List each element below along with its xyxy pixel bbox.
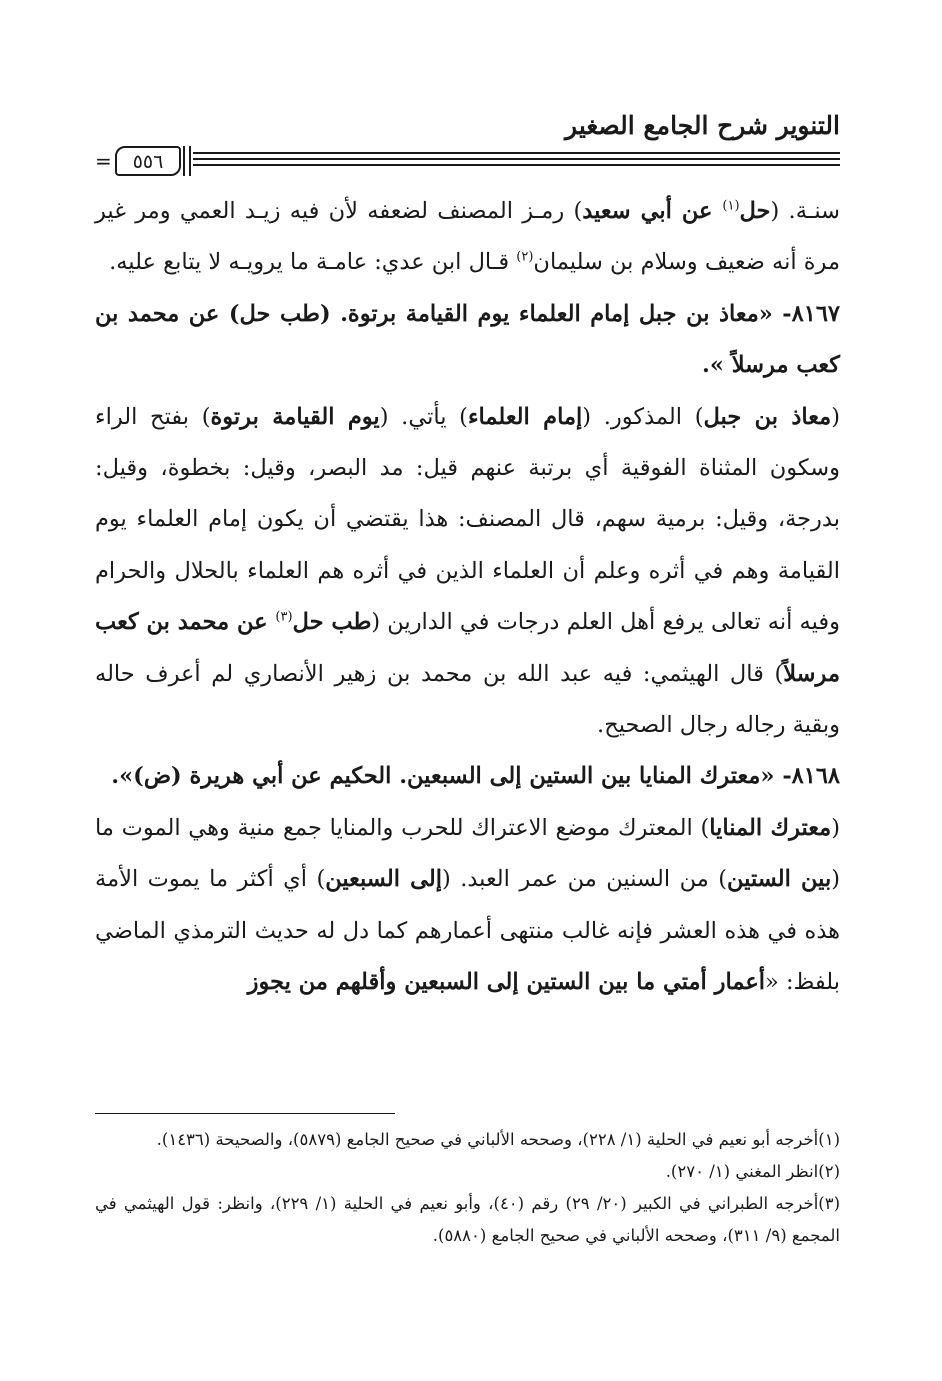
main-text xyxy=(95,186,840,1009)
footnote-ref: (٢) xyxy=(516,249,534,265)
source-code: حل xyxy=(739,198,771,224)
running-header-title: التنوير شرح الجامع الصغير xyxy=(565,111,840,140)
source-code: طب حل xyxy=(292,609,372,636)
header-rule xyxy=(95,149,840,173)
text-run: ) يأتي. ( xyxy=(379,403,468,430)
page-number-mark: = xyxy=(95,149,112,173)
paragraph-1 xyxy=(95,186,840,289)
quoted-phrase: معاذ بن جبل xyxy=(703,403,832,430)
hadith-8167: ٨١٦٧- «معاذ بن جبل إمام العلماء يوم القيامة برتوة. (طب حل) عن محمد بن كعب مرسلاً ». xyxy=(95,300,840,379)
header-rule-line xyxy=(193,152,840,154)
hadith-8168: ٨١٦٨- «معترك المنايا بين الستين إلى السبعين. الحكيم عن أبي هريرة (ض)». xyxy=(111,763,840,790)
text-run: قـال ابن عدي: عامـة ما يرويـه لا يتابع عليه. xyxy=(109,249,517,276)
footnote: (٣)أخرجه الطبراني في الكبير (٢٠/ ٢٩) رقم (٤٠)، وأبو نعيم في الحلية (١/ ٢٢٩)، وانظر: قول الهيثمي في المجمع (٩/ ٣١١)، وصححه الألباني في صحيح الجامع (٥٨٨٠). xyxy=(95,1194,841,1245)
page-number: ٥٥٦ xyxy=(115,146,181,176)
footnote: (٢)انظر المغني (١/ ٢٧٠). xyxy=(665,1162,840,1181)
footnote-ref: (٣) xyxy=(275,609,293,625)
narrator: عن محمد بن كعب مرسلاً xyxy=(95,609,840,687)
quoted-phrase: إمام العلماء xyxy=(467,403,583,430)
footnotes xyxy=(95,1124,840,1252)
footnote-ref: (١) xyxy=(722,198,740,214)
text-run: سنـة. ( xyxy=(770,198,840,224)
footnote: (١)أخرجه أبو نعيم في الحلية (١/ ٢٢٨)، وصححه الألباني في صحيح الجامع (٥٨٧٩)، والصحيحة (١٤٣٦). xyxy=(156,1130,840,1149)
header-rule-line xyxy=(193,158,840,160)
text-run: ( xyxy=(831,403,840,430)
quoted-phrase: إلى السبعين xyxy=(325,866,442,893)
quoted-phrase: معترك المنايا xyxy=(709,814,832,841)
narrator: عن أبي سعيد xyxy=(582,198,723,224)
text-run: ) المذكور. ( xyxy=(582,403,704,430)
header-rule-line xyxy=(193,164,840,166)
text-run: ) رمـز المصنف لضعفه لأن فيه زيـد العمي ومر غير مرة أنه ضعيف وسلام بن سليمان xyxy=(95,198,840,276)
quoted-hadith: أعمار أمتي ما بين الستين إلى السبعين وأقلهم من يجوز xyxy=(247,969,766,996)
paragraph-2 xyxy=(95,392,840,752)
footnote-separator xyxy=(95,1113,395,1114)
paragraph-3 xyxy=(95,803,840,1009)
text-run: ) المعترك موضع الاعتراك للحرب والمنايا جمع منية وهي الموت ما ( xyxy=(95,814,841,893)
text-run: ( xyxy=(831,814,840,841)
text-run: ) من السنين من عمر العبد. ( xyxy=(441,866,728,893)
text-run: ) أي أكثر ما يموت الأمة هذه في هذه العشر فإنه غالب منتهى أعمارهم كما دل له حديث الترمذي الماضي بلفظ: « xyxy=(95,866,840,996)
text-run: ) قال الهيثمي: فيه عبد الله بن محمد بن زهير الأنصاري لم أعرف حاله وبقية رجاله رجال الصحيح. xyxy=(95,660,840,739)
quoted-phrase: يوم القيامة برتوة xyxy=(210,403,380,430)
quoted-phrase: بين الستين xyxy=(727,866,832,893)
text-run: ) بفتح الراء وسكون المثناة الفوقية أي برتبة عنهم قيل: مد البصر، وقيل: بخطوة، وقيل: بدرجة، وقيل: برمية سهم، قال المصنف: هذا يقتضي أن يكون إمام العلماء يوم القيامة وهم في أثره وعلم أن العلماء الذين في أثره هم العلماء بالحلال والحرام وفيه أنه تعالى يرفع أهل العلم درجات في الدارين ( xyxy=(95,403,840,636)
page-number-bar xyxy=(183,146,191,176)
